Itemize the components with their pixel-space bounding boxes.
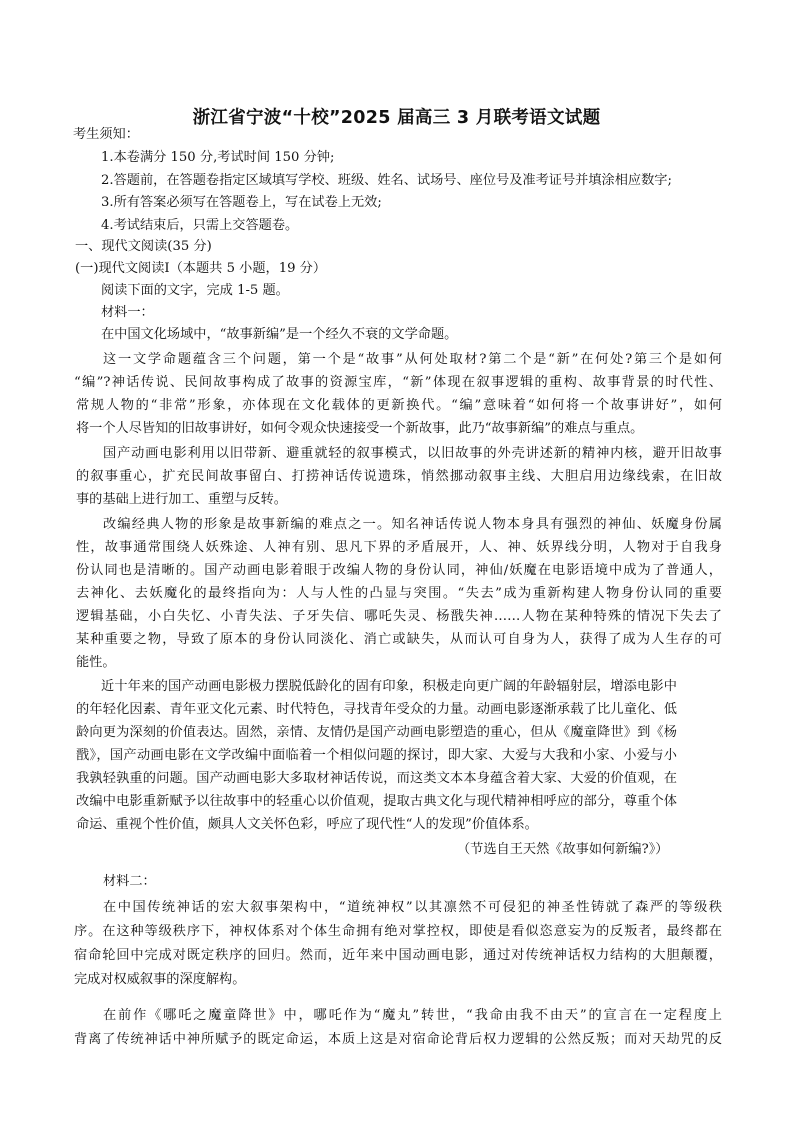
notice-item: 1.本卷满分 150 分,考试时间 150 分钟; (101, 150, 335, 165)
page-title: 浙江省宁波“十校”2025 届高三 3 月联考语文试题 (192, 108, 601, 128)
notice-item: 4.考试结束后，只需上交答题卷。 (101, 218, 299, 233)
paragraph-line: 这一文学命题蕴含三个问题，第一个是“故事”从何处取材?第二个是“新”在何处?第三个是如何 (103, 352, 722, 367)
paragraph-line: 逻辑基础，小白失忆、小青失法、子牙失信、哪吒失灵、杨戬失神……人物在某种特殊的情况下失去了 (76, 609, 722, 624)
paragraph-line: 在中国文化场域中，“故事新编”是一个经久不衰的文学命题。 (101, 327, 458, 342)
material1-label: 材料一： (101, 305, 154, 320)
paragraph-line: 我孰轻孰重的问题。国产动画电影大多取材神话传说，而这类文本本身蕴含着大家、大爱的价值观，在 (76, 771, 677, 786)
paragraph-line: 份认同也是清晰的。国产动画电影着眼于改编人物的身份认同，神仙/妖魔在电影语境中成为了普通人， (76, 563, 722, 578)
source-citation: （节选自王天然《故事如何新编?》） (457, 842, 669, 857)
notice-item: 2.答题前，在答题卷指定区域填写学校、班级、姓名、试场号、座位号及准考证号并填涂相应数字; (101, 173, 672, 188)
section-heading: 一、现代文阅读(35 分) (75, 239, 212, 254)
paragraph-line: 宿命轮回中完成对既定秩序的回归。然而，近年来中国动画电影，通过对传统神话权力结构的大胆颠覆， (74, 948, 722, 963)
paragraph-line: 改编中电影重新赋予以往故事中的轻重心以价值观，提取古典文化与现代精神相呼应的部分，尊重个体 (76, 794, 677, 809)
material2-label: 材料二： (103, 874, 156, 889)
paragraph-line: 的年轻化因素、青年亚文化元素、时代特色，寻找青年受众的力量。动画电影逐渐承载了比儿童化、低 (76, 702, 677, 717)
paragraph-line: 在中国传统神话的宏大叙事架构中，“道统神权”以其凛然不可侵犯的神圣性铸就了森严的等级秩 (103, 900, 722, 915)
paragraph-line: 改编经典人物的形象是故事新编的难点之一。知名神话传说人物本身具有强烈的神仙、妖魔身份属 (103, 517, 722, 532)
notice-item: 3.所有答案必须写在答题卷上，写在试卷上无效; (101, 195, 382, 210)
paragraph-line: 在前作《哪吒之魔童降世》中，哪吒作为“魔丸”转世，“我命由我不由天”的宣言在一定程度上 (103, 1008, 722, 1023)
paragraph-line: 背离了传统神话中神所赋予的既定命运，本质上这是对宿命论背后权力逻辑的公然反叛；而对天劫咒的反 (74, 1032, 722, 1047)
reading-instruction: 阅读下面的文字，完成 1-5 题。 (101, 283, 289, 298)
paragraph-line: 近十年来的国产动画电影极力摆脱低龄化的固有印象，积极走向更广阔的年龄辐射层，增添电影中 (101, 679, 677, 694)
paragraph-line: 常规人物的“非常”形象，亦体现在文化载体的更新换代。“编”意味着“如何将一个故事讲好”，如何 (76, 398, 722, 413)
subsection-heading: (一)现代文阅读Ⅰ（本题共 5 小题，19 分） (75, 261, 327, 276)
paragraph-line: 事的基础上进行加工、重塑与反转。 (76, 492, 287, 507)
paragraph-line: “编”?神话传说、民间故事构成了故事的资源宝库，“新”体现在叙事逻辑的重构、故事背景的时代性、 (74, 375, 722, 390)
notice-heading: 考生须知： (73, 127, 139, 142)
paragraph-line: 戬》，国产动画电影在文学改编中面临着一个相似问题的探讨，即大家、大爱与大我和小家、小爱与小 (76, 748, 677, 763)
paragraph-line: 完成对权威叙事的深度解构。 (74, 972, 246, 987)
paragraph-line: 国产动画电影利用以旧带新、避重就轻的叙事模式，以旧故事的外壳讲述新的精神内核，避开旧故事 (103, 446, 722, 461)
paragraph-line: 的叙事重心，扩充民间故事留白、打捞神话传说遗珠，悄然挪动叙事主线、大胆启用边缘线索，在旧故 (76, 469, 722, 484)
paragraph-line: 去神化、去妖魔化的最终指向为：人与人性的凸显与突围。“失去”成为重新构建人物身份认同的重要 (76, 586, 722, 601)
paragraph-line: 将一个人尽皆知的旧故事讲好，如何令观众快速接受一个新故事，此乃“故事新编”的难点与重点。 (76, 421, 644, 436)
paragraph-line: 能性。 (76, 655, 116, 670)
paragraph-line: 序。在这种等级秩序下，神权体系对个体生命拥有绝对掌控权，即使是看似恣意妄为的反叛者，最终都在 (74, 924, 722, 939)
paragraph-line: 某种重要之物，导致了原本的身份认同淡化、消亡或缺失，从而认可自身为人，获得了成为人生存的可 (76, 632, 722, 647)
paragraph-line: 性，故事通常围绕人妖殊途、人神有别、思凡下界的矛盾展开，人、神、妖界线分明，人物对于自我身 (76, 540, 722, 555)
paragraph-line: 龄向更为深刻的价值表达。固然，亲情、友情仍是国产动画电影塑造的重心，但从《魔童降世》到《杨 (76, 725, 677, 740)
paragraph-line: 命运、重视个性价值，颇具人文关怀色彩，呼应了现代性“人的发现”价值体系。 (76, 817, 538, 832)
